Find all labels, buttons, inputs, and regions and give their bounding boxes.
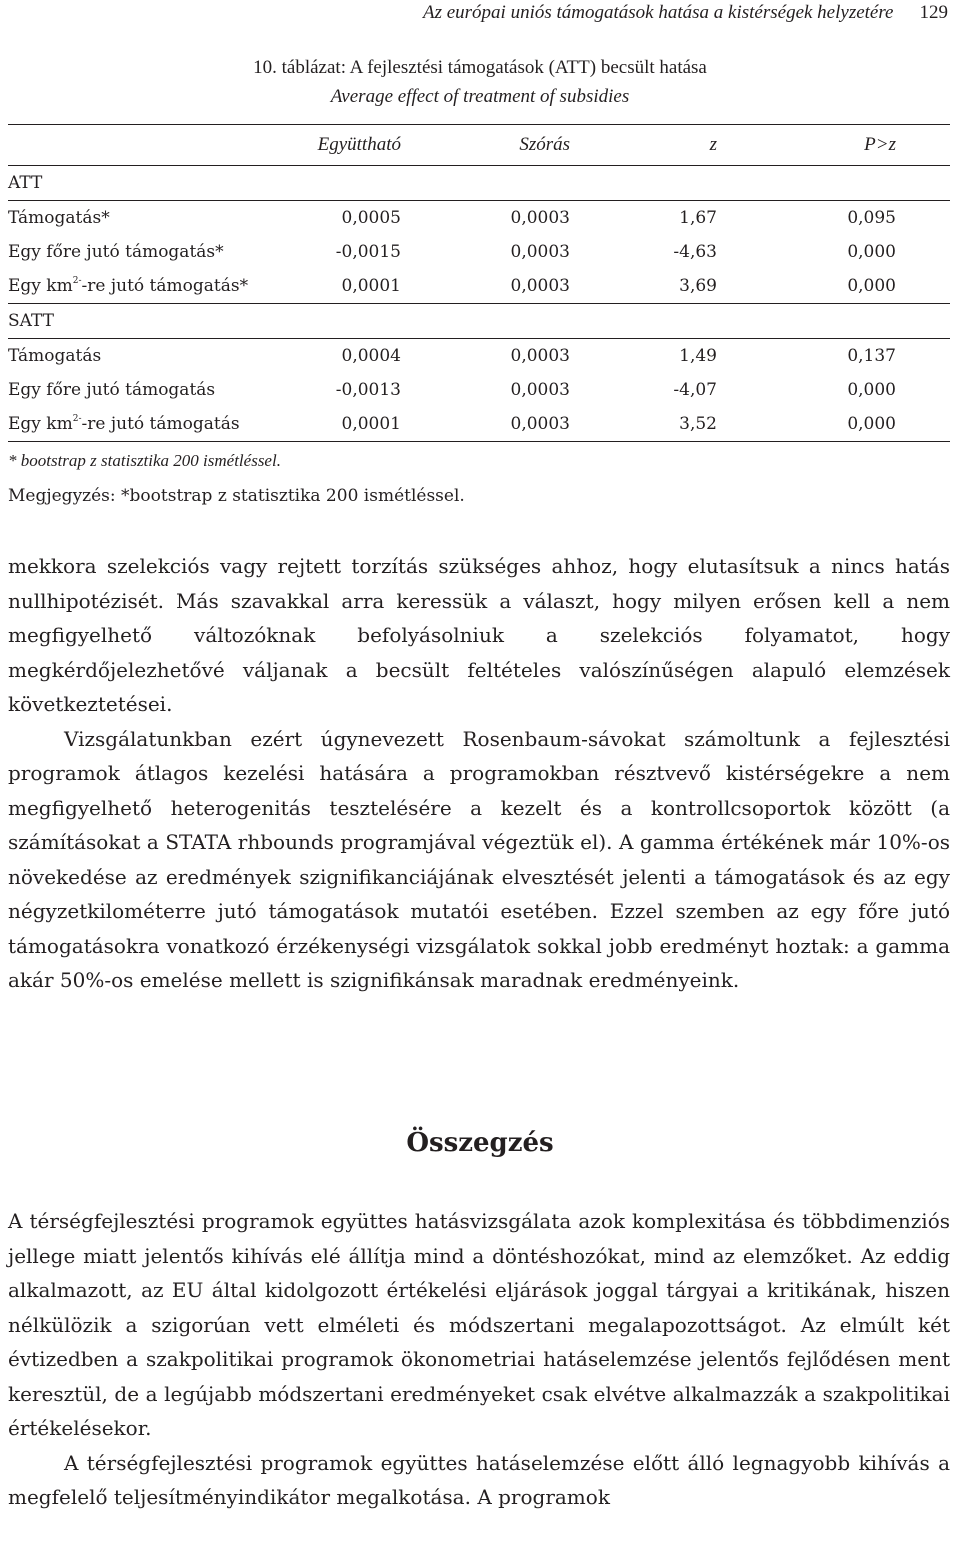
section-row-att bbox=[8, 166, 950, 201]
table-caption-english: Average effect of treatment of subsidies bbox=[330, 86, 630, 107]
table-row bbox=[8, 339, 950, 374]
body-paragraph: A térségfejlesztési programok együttes hatáselemzése előtt álló legnagyobb kihívás a megfelelő teljesítményindikátor megalkotása. A programok bbox=[8, 1450, 950, 1509]
p-cell: 0,000 bbox=[847, 242, 896, 262]
sd-cell: 0,0003 bbox=[510, 242, 570, 262]
att-results-table bbox=[8, 124, 950, 442]
table-row bbox=[8, 235, 950, 269]
row-label: Egy $km^{2-}-re$ jutó támogatás bbox=[8, 414, 240, 434]
row-label: Egy főre jutó támogatás* bbox=[8, 242, 224, 262]
table-row bbox=[8, 201, 950, 236]
sd-cell: 0,0003 bbox=[510, 208, 570, 228]
header-z: z bbox=[709, 134, 717, 155]
body-paragraph: mekkora szelekciós vagy rejtett torzítás szükséges ahhoz, hogy elutasítsuk a nincs hatás nullhipotézisét. Más szavakkal arra keressük a választ, hogy milyen erősen kell a nem megfigyelhető változóknak befolyásolniuk a szelekciós folyamatot, hogy megkérdőjelezhetővé váljanak a becsült feltételes valószínűségen alapuló elemzések következtetései. bbox=[8, 554, 950, 716]
p-cell: 0,000 bbox=[847, 380, 896, 400]
body-paragraph: A térségfejlesztési programok együttes hatásvizsgálata azok komplexitása és többdimenziós jellege miatt jelentős kihívás elé állítja mind a döntéshozókat, mind az elemzőket. Az eddig alkalmazott, az EU által kidolgozott értékelési eljárások joggal tárgyai a kritikának, hiszen nélkülözik a szigorúan vett elméleti és módszertani megalapozottságot. Az elmúlt két évtizedben a szakpolitikai programok ökonometriai hatáselemzése jelentős fejlődésen ment keresztül, de a legújabb módszertani eredményeket csak elvétve alkalmazzák a szakpolitikai értékelésekor. bbox=[8, 1209, 950, 1440]
coef-cell: -0,0013 bbox=[335, 380, 401, 400]
coef-cell: -0,0015 bbox=[335, 242, 401, 262]
sd-cell: 0,0003 bbox=[510, 414, 570, 434]
p-cell: 0,000 bbox=[847, 276, 896, 296]
section-label: ATT bbox=[8, 173, 43, 193]
running-title: Az európai uniós támogatások hatása a kistérségek helyzetére bbox=[422, 2, 894, 23]
header-coefficient: Együttható bbox=[317, 134, 401, 155]
section-label: SATT bbox=[8, 311, 54, 331]
body-section-1 bbox=[8, 549, 950, 998]
page-number: 129 bbox=[919, 2, 948, 23]
table-row bbox=[8, 373, 950, 407]
p-cell: 0,095 bbox=[847, 208, 896, 228]
header-empty bbox=[8, 125, 288, 166]
z-cell: 1,49 bbox=[679, 346, 717, 366]
body-section-2 bbox=[8, 1204, 950, 1515]
sd-cell: 0,0003 bbox=[510, 346, 570, 366]
row-label: Egy főre jutó támogatás bbox=[8, 380, 216, 400]
coef-cell: 0,0001 bbox=[341, 414, 401, 434]
header-std-dev: Szórás bbox=[519, 134, 570, 155]
z-cell: 3,69 bbox=[679, 276, 717, 296]
coef-cell: 0,0005 bbox=[341, 208, 401, 228]
table-caption: 10. táblázat: A fejlesztési támogatások (ATT) becsült hatása bbox=[253, 57, 707, 78]
coef-cell: 0,0004 bbox=[341, 346, 401, 366]
coef-cell: 0,0001 bbox=[341, 276, 401, 296]
table-header-row bbox=[8, 125, 950, 166]
p-cell: 0,000 bbox=[847, 414, 896, 434]
sd-cell: 0,0003 bbox=[510, 276, 570, 296]
z-cell: 3,52 bbox=[679, 414, 717, 434]
table-note: Megjegyzés: *bootstrap z statisztika 200 ismétléssel. bbox=[8, 486, 465, 506]
table-row bbox=[8, 407, 950, 442]
z-cell: -4,63 bbox=[673, 242, 717, 262]
row-label: Támogatás bbox=[8, 346, 102, 366]
table-footnote: * bootstrap z statisztika 200 ismétléssel. bbox=[8, 451, 281, 470]
section-row-satt bbox=[8, 304, 950, 339]
z-cell: -4,07 bbox=[673, 380, 717, 400]
row-label: Támogatás* bbox=[8, 208, 110, 228]
p-cell: 0,137 bbox=[847, 346, 896, 366]
row-label: Egy $km^{2-}-re$ jutó támogatás* bbox=[8, 276, 249, 296]
running-header bbox=[0, 2, 948, 26]
section-heading: Összegzés bbox=[406, 1128, 554, 1158]
body-paragraph: Vizsgálatunkban ezért úgynevezett Rosenbaum-sávokat számoltunk a fejlesztési programok átlagos kezelési hatására a programokban résztvevő kistérségekre a nem megfigyelhető heterogenitás tesztelésére a kezelt és a kontrollcsoportok között (a számításokat a STATA rhbounds programjával végeztük el). A gamma értékének már 10%-os növekedése az eredmények szignifikanciájának elvesztését jelenti a támogatások és az egy négyzetkilométerre jutó támogatások mutatói esetében. Ezzel szemben az egy főre jutó támogatásokra vonatkozó érzékenységi vizsgálatok sokkal jobb eredményt hoztak: a gamma akár 50%-os emelése mellett is szignifikánsak maradnak eredményeink. bbox=[8, 726, 950, 992]
header-p-value: P>z bbox=[864, 134, 896, 155]
table-row bbox=[8, 269, 950, 304]
z-cell: 1,67 bbox=[679, 208, 717, 228]
sd-cell: 0,0003 bbox=[510, 380, 570, 400]
